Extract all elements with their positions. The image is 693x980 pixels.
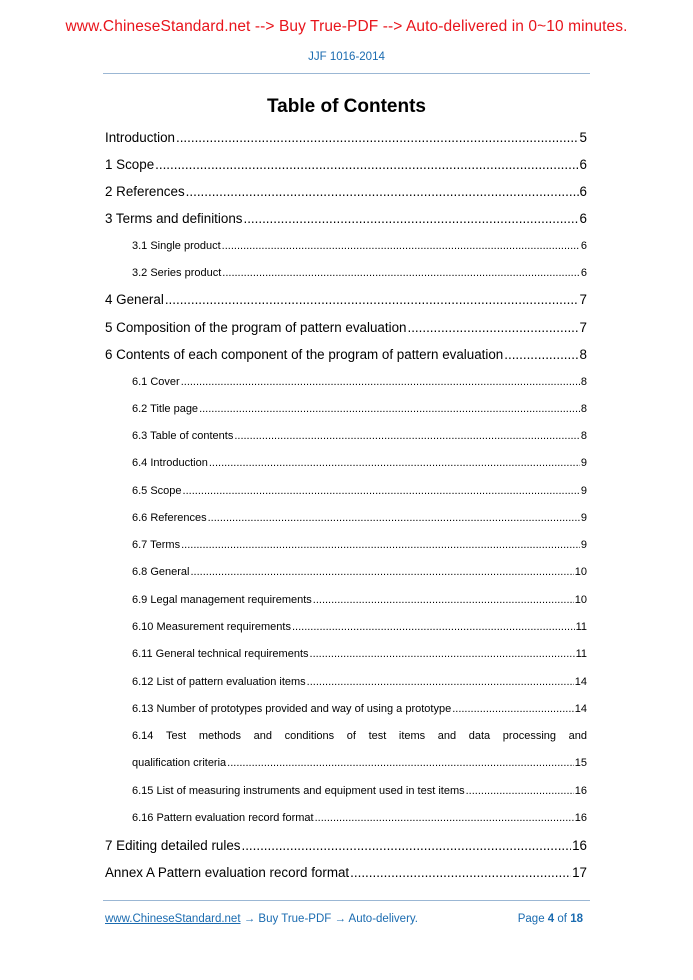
toc-leader-dots xyxy=(199,403,580,415)
toc-entry-page: 6 xyxy=(580,267,587,279)
toc-leader-dots xyxy=(243,211,578,226)
toc-entry-page: 14 xyxy=(574,703,587,715)
top-banner-link[interactable]: www.ChineseStandard.net --> Buy True-PDF --> Auto-delivered in 0~10 minutes. xyxy=(65,18,628,35)
toc-entry-label: 6.5 Scope xyxy=(132,485,182,497)
toc-entry-label: 3 Terms and definitions xyxy=(105,211,243,226)
toc-entry-page: 8 xyxy=(579,347,587,362)
toc-word: conditions xyxy=(284,730,335,742)
toc-entry-label: 1 Scope xyxy=(105,157,155,172)
toc-word: and xyxy=(568,730,587,742)
toc-entry-sub-references[interactable] xyxy=(132,512,587,524)
document-code: JJF 1016-2014 xyxy=(308,51,385,63)
toc-entry-label: Introduction xyxy=(105,130,175,145)
toc-leader-dots xyxy=(165,292,579,307)
toc-entry-annex-a[interactable] xyxy=(105,865,587,880)
toc-entry-single-product[interactable] xyxy=(132,240,587,252)
toc-entry-label: 6.12 List of pattern evaluation items xyxy=(132,676,306,688)
toc-entry-test-methods-line1[interactable] xyxy=(132,730,587,742)
toc-entry-page: 11 xyxy=(575,648,587,660)
toc-entry-page: 11 xyxy=(575,621,587,633)
toc-entry-label: 6.4 Introduction xyxy=(132,457,208,469)
toc-entry-introduction[interactable] xyxy=(105,130,587,145)
toc-leader-dots xyxy=(222,267,580,279)
toc-entry-page: 14 xyxy=(574,676,587,688)
footer-site-link[interactable]: www.ChineseStandard.net xyxy=(105,913,241,925)
toc-entry-measuring-instruments[interactable] xyxy=(132,785,587,797)
toc-entry-table-of-contents[interactable] xyxy=(132,430,587,442)
toc-leader-dots xyxy=(227,757,574,769)
toc-entry-terms-definitions[interactable] xyxy=(105,211,587,226)
toc-leader-dots xyxy=(209,457,580,469)
toc-entry-editing-rules[interactable] xyxy=(105,838,587,853)
toc-word: 6.14 xyxy=(132,730,154,742)
toc-entry-page: 6 xyxy=(579,211,587,226)
toc-entry-label: 6.10 Measurement requirements xyxy=(132,621,291,633)
toc-entry-label: 6.6 References xyxy=(132,512,207,524)
toc-word: processing xyxy=(502,730,556,742)
toc-entry-page: 8 xyxy=(580,430,587,442)
toc-leader-dots xyxy=(452,703,574,715)
toc-word: and xyxy=(437,730,457,742)
toc-entry-composition[interactable] xyxy=(105,320,587,335)
toc-leader-dots xyxy=(190,566,573,578)
toc-entry-label: 6.11 General technical requirements xyxy=(132,648,309,660)
toc-entry-label: 6.3 Table of contents xyxy=(132,430,234,442)
toc-leader-dots xyxy=(183,485,580,497)
toc-leader-dots xyxy=(176,130,579,145)
toc-entry-record-format[interactable] xyxy=(132,812,587,824)
toc-leader-dots xyxy=(313,594,574,606)
toc-word: test xyxy=(368,730,387,742)
toc-entry-page: 5 xyxy=(579,130,587,145)
toc-leader-dots xyxy=(222,240,580,252)
toc-entry-label: 6.2 Title page xyxy=(132,403,199,415)
toc-entry-page: 7 xyxy=(579,292,587,307)
toc-word: items xyxy=(398,730,426,742)
toc-entry-page: 10 xyxy=(574,594,587,606)
page-indicator xyxy=(518,913,583,925)
toc-entry-label: 3.1 Single product xyxy=(132,240,221,252)
current-page-number: 4 xyxy=(547,913,555,925)
toc-entry-label: 6.7 Terms xyxy=(132,539,181,551)
toc-entry-label: 7 Editing detailed rules xyxy=(105,838,241,853)
toc-entry-page: 6 xyxy=(579,157,587,172)
toc-leader-dots xyxy=(407,320,578,335)
toc-entry-page: 16 xyxy=(572,838,587,853)
toc-entry-sub-introduction[interactable] xyxy=(132,457,587,469)
toc-leader-dots xyxy=(466,785,574,797)
toc-entry-sub-scope[interactable] xyxy=(132,485,587,497)
toc-entry-page: 9 xyxy=(580,485,587,497)
footer-divider xyxy=(103,900,590,901)
arrow-icon: → xyxy=(331,913,349,925)
of-word: of xyxy=(557,913,567,925)
total-pages: 18 xyxy=(570,913,583,925)
toc-entry-label: 5 Composition of the program of pattern evaluation xyxy=(105,320,407,335)
toc-entry-legal-management[interactable] xyxy=(132,594,587,606)
toc-leader-dots xyxy=(310,648,575,660)
toc-entry-label: 6.8 General xyxy=(132,566,190,578)
toc-entry-title-page[interactable] xyxy=(132,403,587,415)
toc-entry-label: 6.13 Number of prototypes provided and way of using a prototype xyxy=(132,703,452,715)
toc-leader-dots xyxy=(208,512,580,524)
toc-entry-measurement-requirements[interactable] xyxy=(132,621,587,633)
toc-entry-page: 8 xyxy=(580,403,587,415)
footer-links xyxy=(105,913,418,925)
toc-leader-dots xyxy=(350,865,571,880)
toc-entry-scope[interactable] xyxy=(105,157,587,172)
toc-word: and xyxy=(253,730,272,742)
toc-entry-page: 6 xyxy=(580,240,587,252)
toc-entry-general[interactable] xyxy=(105,292,587,307)
toc-leader-dots xyxy=(186,184,579,199)
toc-entry-label: 4 General xyxy=(105,292,164,307)
toc-entry-references[interactable] xyxy=(105,184,587,199)
toc-leader-dots xyxy=(155,157,578,172)
toc-entry-page: 16 xyxy=(574,785,587,797)
toc-leader-dots xyxy=(292,621,575,633)
toc-entry-terms[interactable] xyxy=(132,539,587,551)
toc-leader-dots xyxy=(234,430,580,442)
toc-word: of xyxy=(346,730,356,742)
toc-entry-page: 16 xyxy=(574,812,587,824)
toc-leader-dots xyxy=(181,539,580,551)
toc-entry-label: 6 Contents of each component of the program of pattern evaluation xyxy=(105,347,504,362)
page-title: Table of Contents xyxy=(266,96,427,117)
toc-entry-test-methods-line2[interactable] xyxy=(132,757,587,769)
toc-entry-page: 9 xyxy=(580,512,587,524)
toc-entry-label: qualification criteria xyxy=(132,757,227,769)
footer-delivery-text: Auto-delivery. xyxy=(348,913,419,925)
arrow-icon: → xyxy=(240,913,259,925)
page-word: Page xyxy=(517,913,545,925)
toc-entry-page: 9 xyxy=(580,539,587,551)
toc-entry-label: 6.15 List of measuring instruments and equipment used in test items xyxy=(132,785,465,797)
toc-entry-page: 8 xyxy=(580,376,587,388)
toc-leader-dots xyxy=(241,838,571,853)
toc-word: methods xyxy=(198,730,242,742)
toc-entry-page: 15 xyxy=(574,757,587,769)
toc-entry-general-technical[interactable] xyxy=(132,648,587,660)
footer-buy-link[interactable]: Buy True-PDF xyxy=(258,913,332,925)
toc-word: data xyxy=(468,730,491,742)
toc-entry-label: 6.9 Legal management requirements xyxy=(132,594,312,606)
toc-entry-page: 17 xyxy=(572,865,587,880)
toc-word: Test xyxy=(166,730,187,742)
toc-entry-label: 3.2 Series product xyxy=(132,267,222,279)
toc-entry-label: 6.1 Cover xyxy=(132,376,180,388)
toc-entry-page: 6 xyxy=(579,184,587,199)
toc-leader-dots xyxy=(181,376,580,388)
toc-entry-label: Annex A Pattern evaluation record format xyxy=(105,865,350,880)
toc-entry-page: 9 xyxy=(580,457,587,469)
toc-entry-list-evaluation-items[interactable] xyxy=(132,676,587,688)
toc-entry-label: 2 References xyxy=(105,184,185,199)
toc-leader-dots xyxy=(315,812,574,824)
toc-leader-dots xyxy=(307,676,574,688)
toc-entry-cover[interactable] xyxy=(132,376,587,388)
toc-entry-page: 10 xyxy=(574,566,587,578)
toc-entry-series-product[interactable] xyxy=(132,267,587,279)
toc-entry-number-of-prototypes[interactable] xyxy=(132,703,587,715)
toc-leader-dots xyxy=(504,347,578,362)
toc-entry-contents-components[interactable] xyxy=(105,347,587,362)
toc-entry-sub-general[interactable] xyxy=(132,566,587,578)
toc-entry-page: 7 xyxy=(579,320,587,335)
toc-entry-label: 6.16 Pattern evaluation record format xyxy=(132,812,314,824)
